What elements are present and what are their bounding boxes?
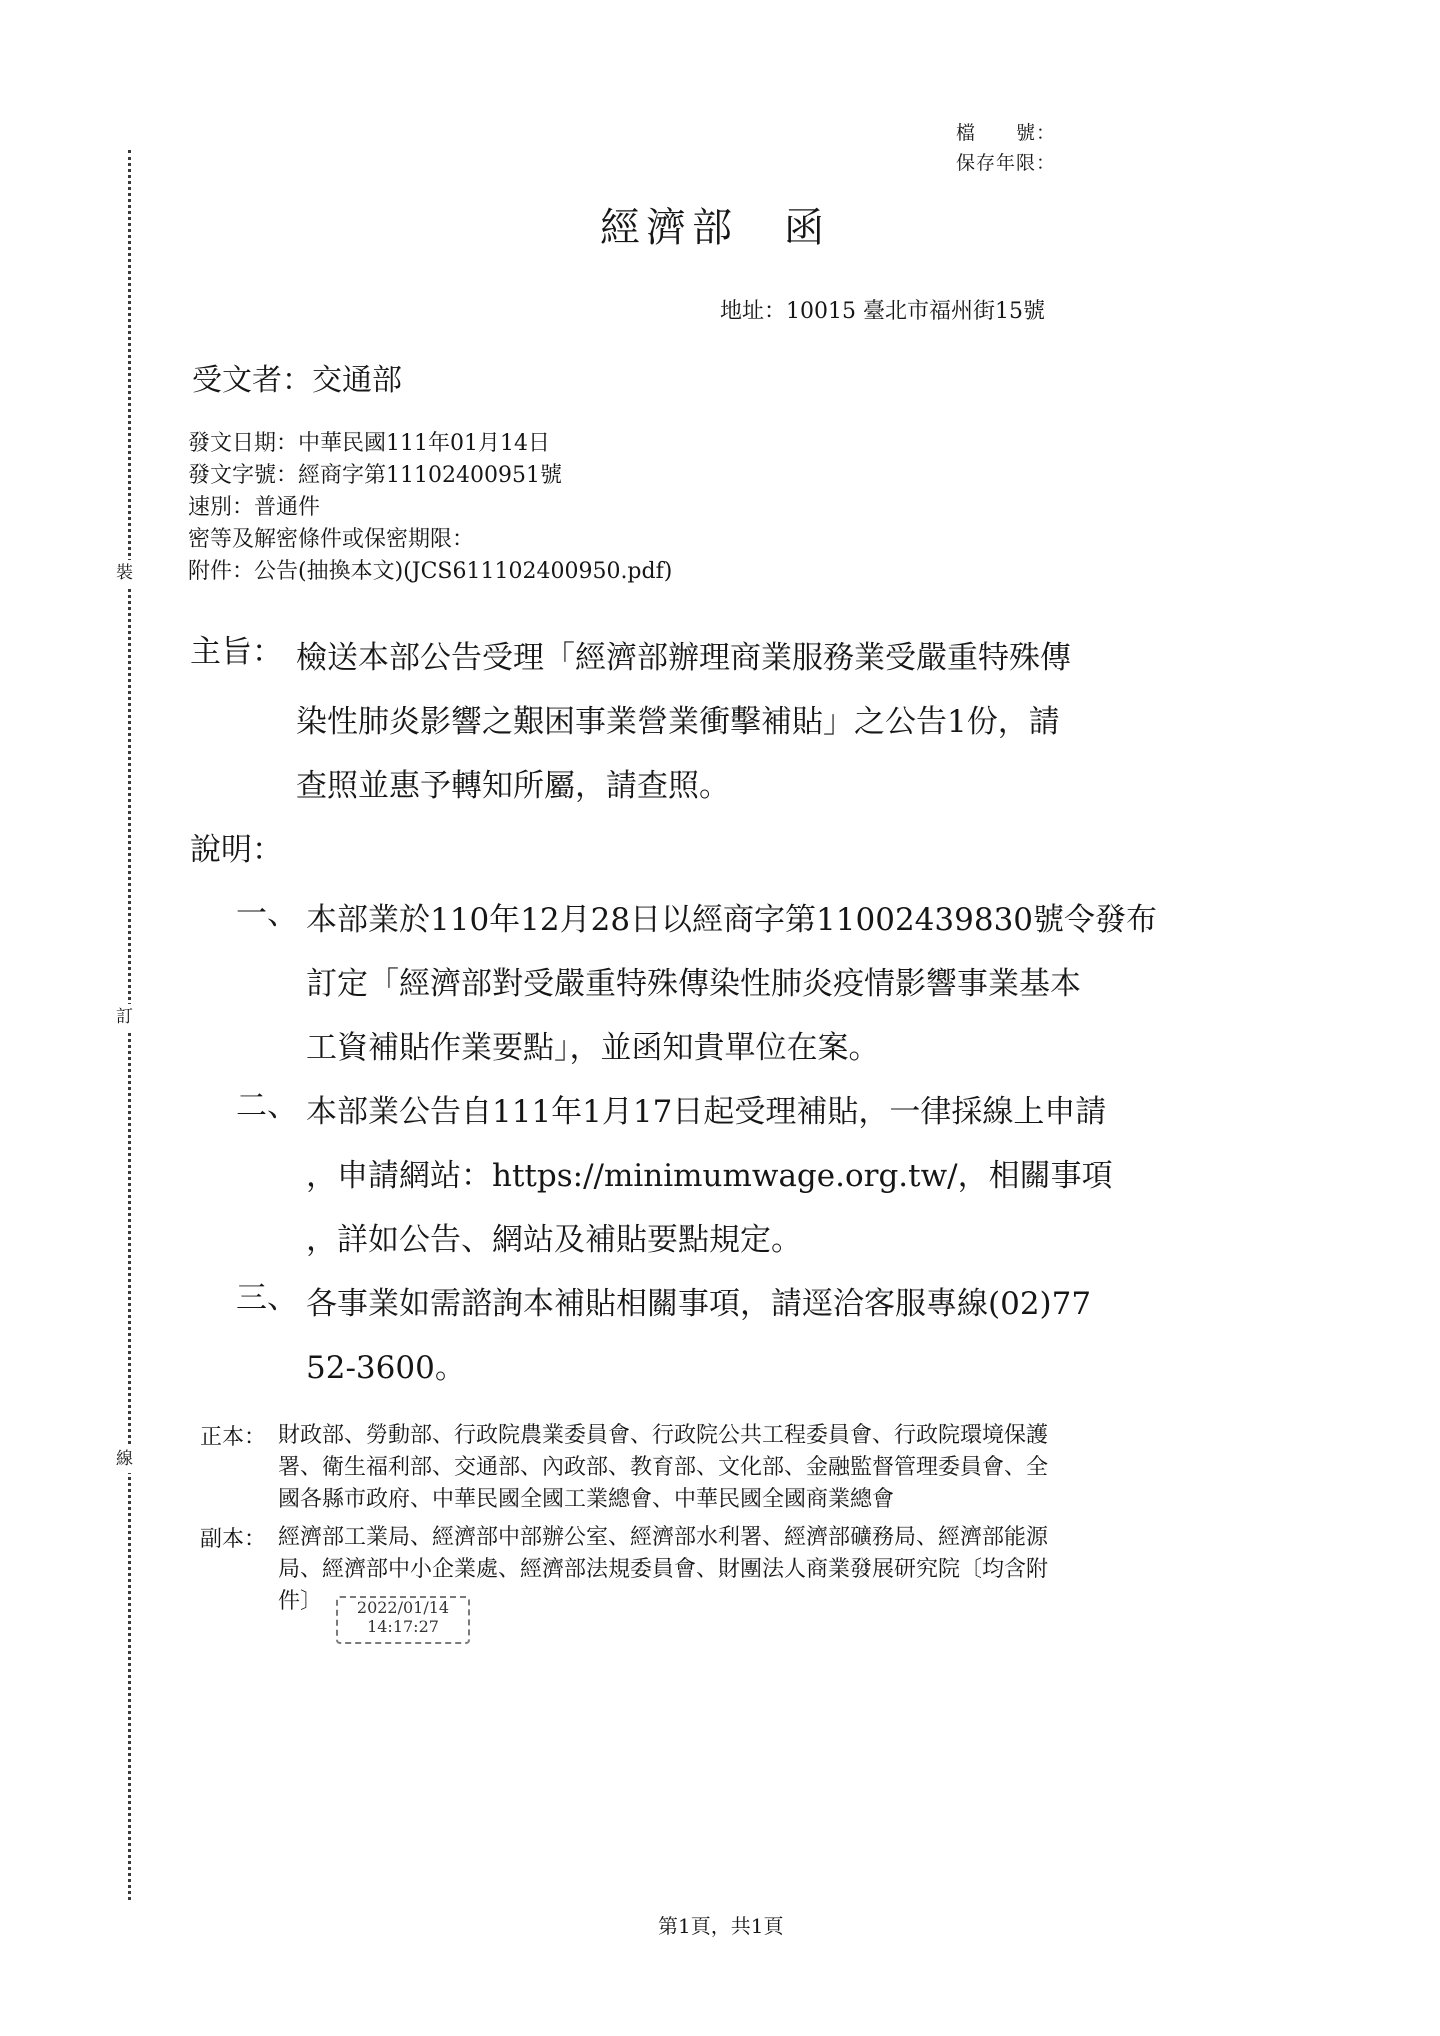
item-line: ，申請網站：https://minimumwage.org.tw/，相關事項 [306,1158,1113,1194]
explanation-item-2 [306,1080,1113,1272]
receipt-stamp [336,1596,470,1644]
stamp-time: 14:17:27 [367,1617,439,1636]
subject-label: 主旨： [190,634,283,670]
stamp-date: 2022/01/14 [356,1598,450,1617]
meta-block [188,428,672,588]
binding-mark-zhuang: 裝 [116,560,133,587]
binding-mark-ding: 訂 [116,1004,133,1031]
item-line: ，詳如公告、網站及補貼要點規定。 [306,1222,802,1258]
recipient: 受文者：交通部 [192,363,402,398]
recipient-line: 國各縣市政府、中華民國全國工業總會、中華民國全國商業總會 [278,1487,895,1512]
subject-body [296,626,1071,818]
item-number: 二、 [236,1088,298,1124]
page-footer: 第1頁，共1頁 [658,1914,784,1938]
issue-date: 發文日期：中華民國111年01月14日 [188,431,550,456]
sender-address: 地址：10015 臺北市福州街15號 [720,299,1045,324]
original-recipients-label: 正本： [200,1425,267,1450]
binding-mark-xian: 線 [116,1446,133,1473]
item-line: 52-3600。 [306,1350,466,1386]
document-title: 經濟部 函 [600,205,830,251]
secrecy-level: 密等及解密條件或保密期限： [188,527,475,552]
recipient-line: 財政部、勞動部、行政院農業委員會、行政院公共工程委員會、行政院環境保護 [278,1423,1049,1448]
item-number: 一、 [236,896,298,932]
delivery-speed: 速別：普通件 [188,495,321,520]
item-line: 各事業如需諮詢本補貼相關事項，請逕洽客服專線(02)77 [306,1286,1092,1322]
item-line: 訂定「經濟部對受嚴重特殊傳染性肺炎疫情影響事業基本 [306,966,1081,1002]
doc-number-label: 檔 號： [956,122,1057,144]
subject-line: 檢送本部公告受理「經濟部辦理商業服務業受嚴重特殊傳 [296,640,1071,676]
explanation-item-1 [306,888,1157,1080]
original-recipients-list [278,1420,1048,1516]
item-line: 工資補貼作業要點」，並函知貴單位在案。 [306,1030,880,1066]
subject-line: 查照並惠予轉知所屬，請查照。 [296,768,730,804]
recipient-line: 署、衛生福利部、交通部、內政部、教育部、文化部、金融監督管理委員會、全 [278,1455,1049,1480]
recipient-line: 件〕 [278,1589,323,1614]
item-line: 本部業於110年12月28日以經商字第11002439830號令發布 [306,902,1158,938]
copy-recipients-label: 副本： [200,1527,267,1552]
item-number: 三、 [236,1280,298,1316]
reference-number: 發文字號：經商字第11102400951號 [188,463,562,488]
item-line: 本部業公告自111年1月17日起受理補貼，一律採線上申請 [306,1094,1107,1130]
attachment: 附件：公告(抽換本文)(JCS611102400950.pdf) [188,559,673,584]
retention-period-label: 保存年限： [956,152,1057,174]
explanation-item-3 [306,1272,1091,1400]
explanation-label: 說明： [190,832,283,868]
recipient-line: 局、經濟部中小企業處、經濟部法規委員會、財團法人商業發展研究院〔均含附 [278,1557,1049,1582]
subject-line: 染性肺炎影響之艱困事業營業衝擊補貼」之公告1份，請 [296,704,1060,740]
recipient-line: 經濟部工業局、經濟部中部辦公室、經濟部水利署、經濟部礦務局、經濟部能源 [278,1525,1049,1550]
